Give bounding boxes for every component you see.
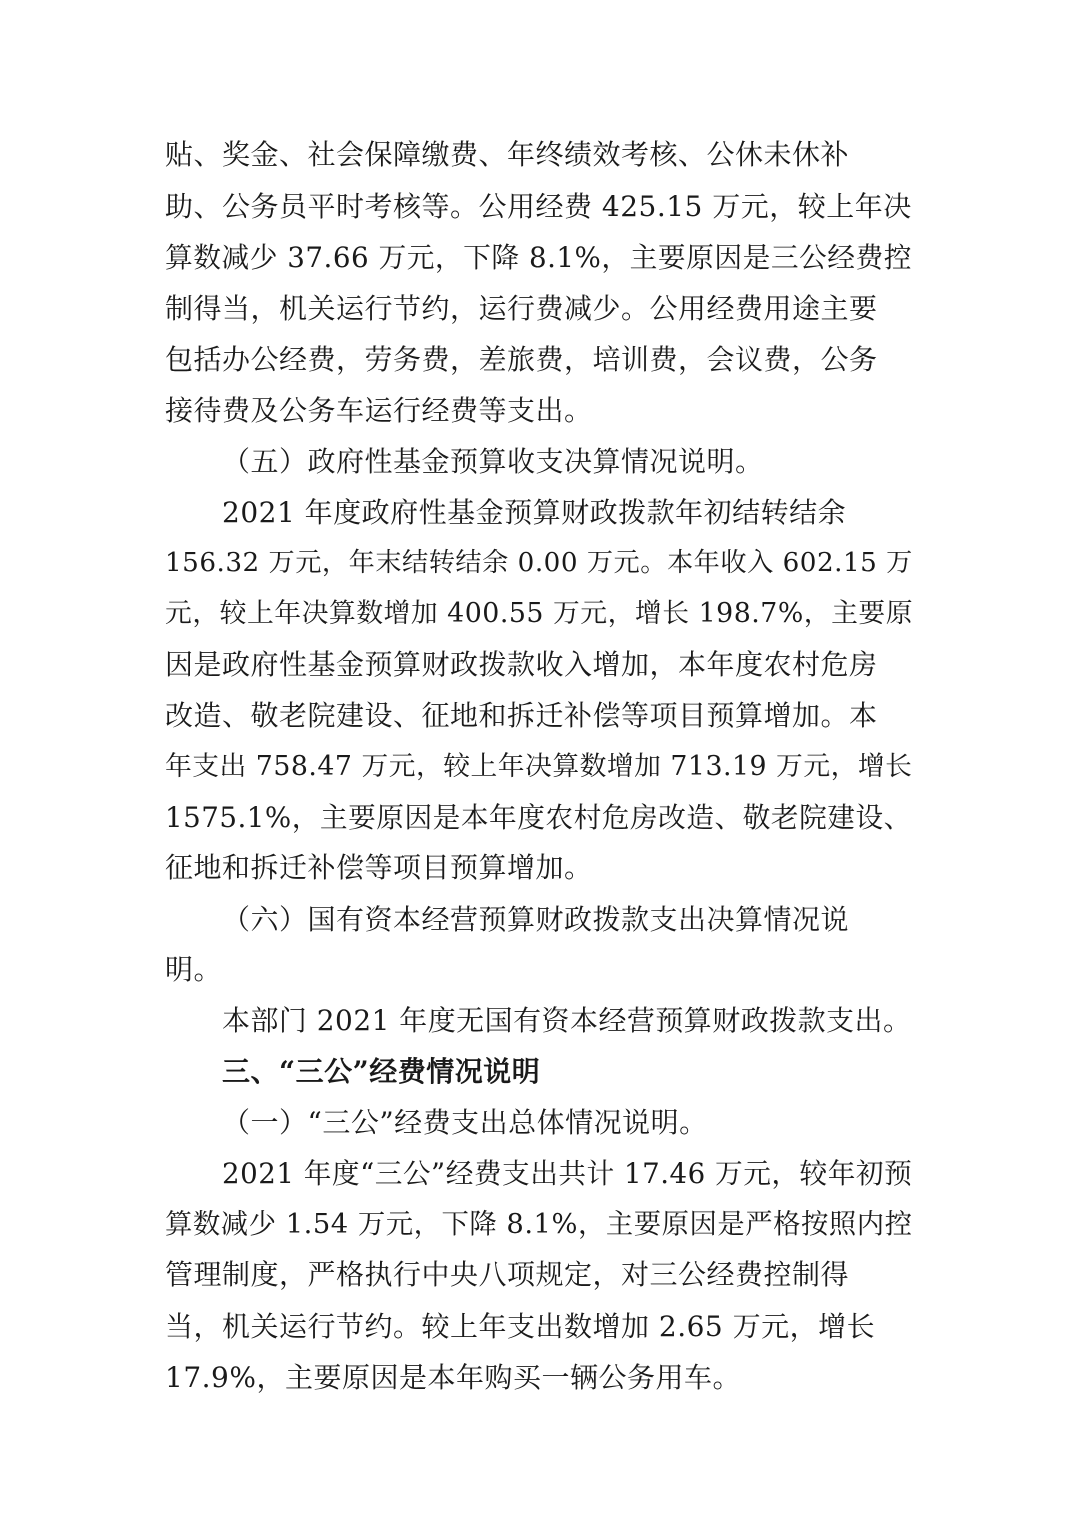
text-line: 包括办公经费，劳务费，差旅费，培训费，会议费，公务 (165, 343, 878, 376)
section-heading: （六）国有资本经营预算财政拨款支出决算情况说 (222, 903, 850, 936)
text-line: 1575.1%，主要原因是本年度农村危房改造、敬老院建设、 (165, 801, 912, 834)
text-line: 本部门 2021 年度无国有资本经营预算财政拨款支出。 (222, 1004, 912, 1037)
text-line: 156.32 万元，年末结转结余 0.00 万元。本年收入 602.15 万 (165, 548, 913, 578)
text-line: 算数减少 37.66 万元，下降 8.1%，主要原因是三公经费控 (165, 241, 912, 274)
text-line: 年支出 758.47 万元，较上年决算数增加 713.19 万元，增长 (165, 751, 913, 782)
chapter-heading: 三、“三公”经费情况说明 (222, 1055, 541, 1088)
text-line: 2021 年度“三公”经费支出共计 17.46 万元，较年初预 (222, 1157, 913, 1190)
text-line: 贴、奖金、社会保障缴费、年终绩效考核、公休未休补 (165, 138, 850, 171)
text-line: 因是政府性基金预算财政拨款收入增加，本年度农村危房 (165, 648, 878, 681)
text-line: 管理制度，严格执行中央八项规定，对三公经费控制得 (165, 1258, 850, 1291)
text-line: 制得当，机关运行节约，运行费减少。公用经费用途主要 (165, 292, 878, 325)
text-line: 当，机关运行节约。较上年支出数增加 2.65 万元，增长 (165, 1310, 876, 1343)
text-line: 算数减少 1.54 万元，下降 8.1%，主要原因是严格按照内控 (165, 1209, 913, 1240)
text-line: 2021 年度政府性基金预算财政拨款年初结转结余 (222, 496, 847, 529)
text-line: 接待费及公务车运行经费等支出。 (165, 394, 593, 427)
text-line: 明。 (165, 953, 223, 986)
text-line: 元，较上年决算数增加 400.55 万元，增长 198.7%，主要原 (165, 598, 914, 629)
text-line: 征地和拆迁补偿等项目预算增加。 (165, 851, 593, 884)
text-line: 改造、敬老院建设、征地和拆迁补偿等项目预算增加。本 (165, 699, 878, 732)
text-line: 助、公务员平时考核等。公用经费 425.15 万元，较上年决 (165, 190, 912, 223)
section-heading: （一）“三公”经费支出总体情况说明。 (222, 1106, 708, 1139)
text-line: 17.9%，主要原因是本年购买一辆公务用车。 (165, 1361, 741, 1394)
section-heading: （五）政府性基金预算收支决算情况说明。 (222, 445, 764, 478)
